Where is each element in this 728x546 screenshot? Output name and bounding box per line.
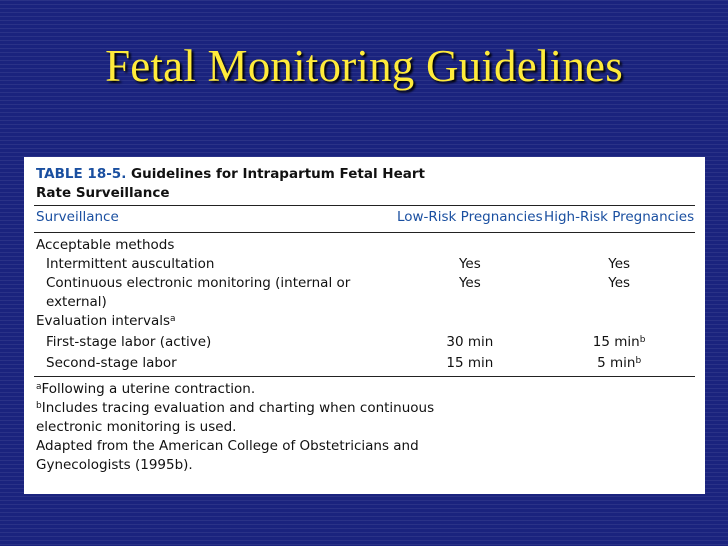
section-title — [36, 312, 404, 331]
header-low-risk: Low-Risk Pregnancies — [396, 209, 543, 225]
table-row — [34, 331, 695, 352]
section-title-row — [34, 312, 695, 331]
footnote-marker: a — [36, 382, 42, 392]
low-risk-value: Yes — [458, 275, 481, 291]
slide-title: Fetal Monitoring Guidelines — [105, 41, 623, 91]
table-row — [34, 352, 695, 373]
high-risk-value-text: 5 min — [597, 355, 636, 371]
footnote-marker: b — [635, 356, 642, 366]
footnote-a — [34, 380, 476, 399]
high-risk-value — [543, 333, 695, 352]
row-label: Second-stage labor — [46, 355, 177, 371]
row-label: First-stage labor (active) — [46, 334, 212, 350]
table-caption — [36, 165, 456, 203]
header-surveillance: Surveillance — [36, 209, 119, 225]
row-label: Continuous electronic monitoring (internal or external) — [46, 275, 351, 310]
table-number: TABLE 18-5. — [36, 166, 127, 182]
footnote-text: Includes tracing evaluation and charting when continuous electronic monitoring is used. — [36, 400, 435, 435]
guidelines-table — [24, 157, 705, 494]
low-risk-value: 30 min — [446, 334, 494, 350]
footnote-b — [34, 399, 476, 437]
footnote-text: Following a uterine contraction. — [41, 381, 256, 397]
high-risk-value — [543, 354, 695, 373]
section-title-row — [34, 236, 695, 255]
header-high-risk: High-Risk Pregnancies — [544, 209, 695, 225]
high-risk-value-text: 15 min — [592, 334, 640, 350]
table-caption-text: Guidelines for Intrapartum Fetal Heart Rate Surveillance — [36, 166, 425, 201]
section-title: Acceptable methods — [36, 237, 175, 253]
footnote-marker: a — [170, 314, 176, 324]
section-title-text: Evaluation intervals — [36, 313, 171, 329]
footnote-marker: b — [639, 335, 646, 345]
high-risk-value: Yes — [608, 275, 631, 291]
source-note: Adapted from the American College of Obstetricians and Gynecologists (1995b). — [36, 438, 419, 473]
low-risk-value: 15 min — [446, 355, 494, 371]
low-risk-value: Yes — [458, 256, 481, 272]
table-row — [34, 274, 695, 312]
high-risk-value: Yes — [608, 256, 631, 272]
table-row — [34, 255, 695, 274]
footnote-marker: b — [36, 401, 42, 411]
table-header-row — [34, 206, 695, 230]
row-label: Intermittent auscultation — [46, 256, 215, 272]
